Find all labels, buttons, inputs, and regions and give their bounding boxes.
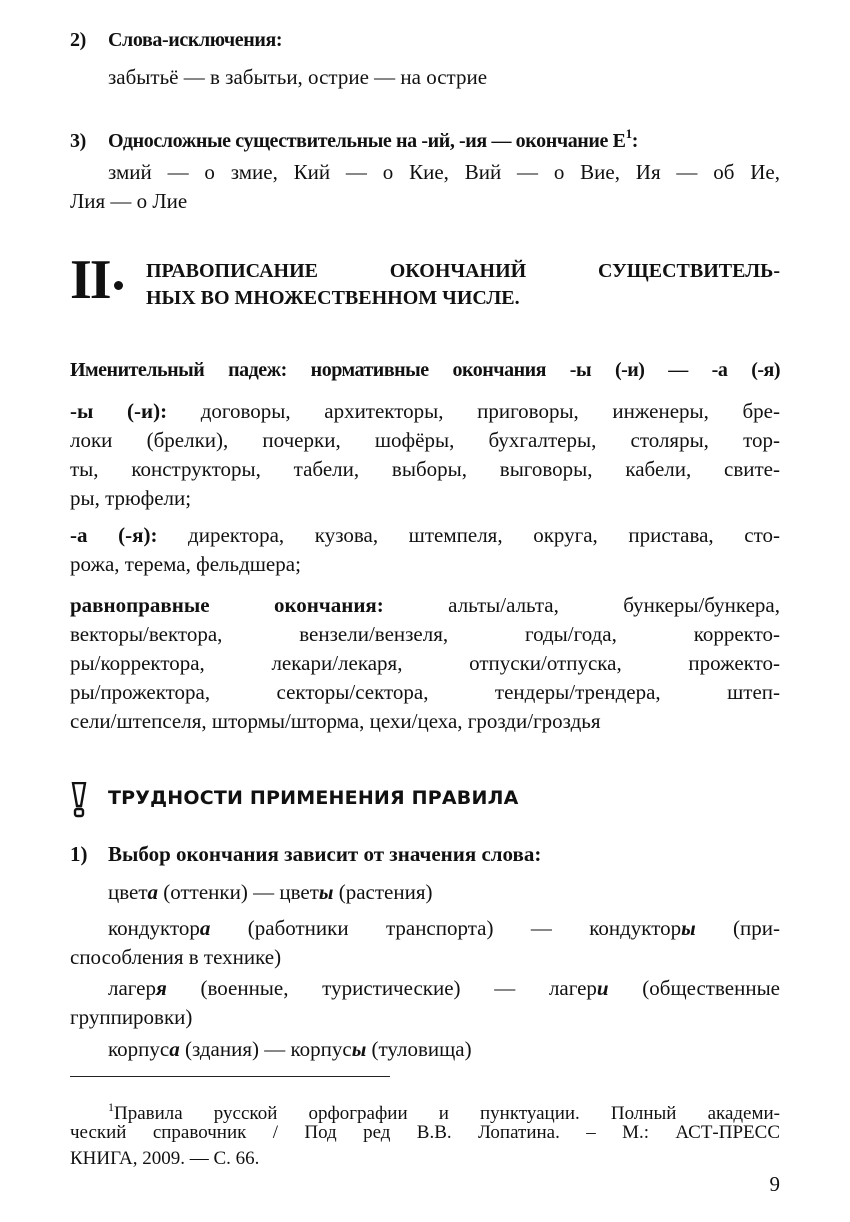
item-number: 1) [70, 842, 88, 866]
meaning: (военные, туристические) — [166, 976, 549, 1000]
example-conductors-cont: способления в технике) [70, 945, 282, 969]
word: лагер [108, 976, 156, 1000]
equal-endings-line-3: ры/корректора, лекари/лекаря, отпуски/отпуска, прожекто- [70, 651, 780, 675]
example-colors [108, 879, 780, 905]
word: лагер [548, 976, 597, 1000]
ending: ы [318, 880, 334, 904]
item-3-heading [70, 121, 780, 154]
footnote-line-2: ческий справочник / Под ред В.В. Лопатина. – М.: АСТ-ПРЕСС [70, 1122, 780, 1143]
y-ending-text: договоры, архитекторы, приговоры, инженеры, бре- [167, 399, 780, 423]
y-ending-label: -ы (-и): [70, 399, 168, 423]
footnote-line-3: КНИГА, 2009. — С. 66. [70, 1148, 260, 1169]
example-conductors [108, 915, 780, 941]
equal-endings-text: альты/альта, бункеры/бункера, [383, 593, 780, 617]
equal-endings-line-2: векторы/вектора, вензели/вензеля, годы/года, корректо- [70, 622, 780, 646]
y-ending-line-3: ты, конструкторы, табели, выборы, выговоры, кабели, свите- [70, 457, 780, 481]
page-number: 9 [769, 1172, 780, 1196]
word: корпус [108, 1037, 170, 1061]
meaning: (здания) — [179, 1037, 291, 1061]
ending: а [169, 1037, 180, 1061]
footnote-marker: 1 [108, 1100, 114, 1114]
difficulties-heading: ТРУДНОСТИ ПРИМЕНЕНИЯ ПРАВИЛА [108, 787, 519, 809]
example-camps [108, 975, 780, 1001]
footnote-ref[interactable]: 1 [625, 126, 632, 141]
roman-text: II [70, 249, 110, 311]
ending: и [596, 976, 609, 1000]
item-2-heading [70, 27, 780, 53]
word: цвет [279, 880, 319, 904]
footnote-divider [70, 1076, 390, 1077]
item-heading-text: Односложные существительные на -ий, -ия — окончание Е [108, 130, 626, 152]
ending: ы [351, 1037, 367, 1061]
ending: а [147, 880, 159, 904]
item-3-example-line-1: змий — о змие, Кий — о Кие, Вий — о Вие, Ия — об Ие, [108, 160, 780, 184]
meaning: (растения) [333, 880, 433, 904]
section-roman-numeral [70, 249, 123, 311]
a-ending-line-1 [70, 522, 780, 548]
nominative-heading: Именительный падеж: нормативные окончания -ы (-и) — -а (-я) [70, 359, 780, 381]
item-heading-text: Слова-исключения: [108, 29, 283, 51]
a-ending-line-2: рожа, терема, фельдшера; [70, 552, 301, 576]
equal-endings-line-5: сели/штепселя, штормы/шторма, цехи/цеха, грозди/гроздья [70, 709, 601, 733]
roman-dot [114, 281, 123, 290]
item-3-example-line-2: Лия — о Лие [70, 189, 188, 213]
a-ending-text: директора, кузова, штемпеля, округа, пристава, сто- [157, 523, 780, 547]
item-number: 3) [70, 130, 86, 152]
meaning: (оттенки) — [158, 880, 280, 904]
equal-endings-line-1 [70, 592, 780, 618]
section-title-line-1: ПРАВОПИСАНИЕ ОКОНЧАНИЙ СУЩЕСТВИТЕЛЬ- [146, 260, 780, 282]
item-heading-text: Выбор окончания зависит от значения слова: [108, 842, 542, 866]
item-2-example: забытьё — в забытьи, острие — на острие [108, 65, 488, 89]
meaning: (туловища) [366, 1037, 472, 1061]
colon: : [631, 130, 638, 152]
item-number: 2) [70, 29, 86, 51]
footnote-text: Правила русской орфографии и пунктуации. Полный академи- [114, 1103, 780, 1124]
ending: я [155, 976, 167, 1000]
word: корпус [290, 1037, 352, 1061]
ending: ы [681, 916, 696, 940]
meaning: (общественные [608, 976, 780, 1000]
exclamation-icon [70, 782, 88, 818]
y-ending-line-4: ры, трюфели; [70, 486, 192, 510]
equal-endings-label: равноправные окончания: [70, 593, 384, 617]
meaning: (при- [695, 916, 781, 940]
example-camps-cont: группировки) [70, 1005, 193, 1029]
y-ending-line-2: локи (брелки), почерки, шофёры, бухгалтеры, столяры, тор- [70, 428, 780, 452]
ending: а [199, 916, 211, 940]
word: цвет [108, 880, 148, 904]
meaning: (работники транспорта) — [210, 916, 590, 940]
word: кондуктор [589, 916, 682, 940]
section-title-line-2: НЫХ ВО МНОЖЕСТВЕННОМ ЧИСЛЕ. [146, 287, 520, 309]
y-ending-line-1 [70, 398, 780, 424]
example-buildings [108, 1036, 780, 1062]
difficulties-item-1-heading [70, 841, 780, 867]
equal-endings-line-4: ры/прожектора, секторы/сектора, тендеры/трендера, штеп- [70, 680, 780, 704]
word: кондуктор [108, 916, 200, 940]
a-ending-label: -а (-я): [70, 523, 158, 547]
